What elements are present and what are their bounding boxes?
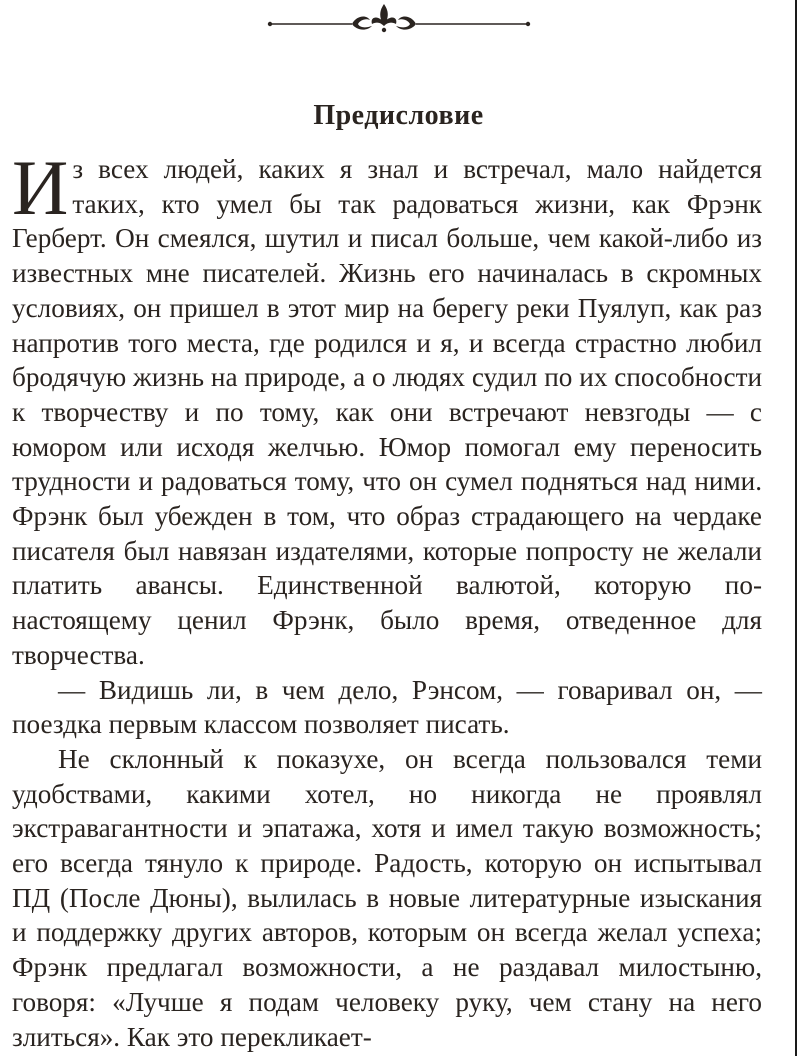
paragraph-text: з всех людей, каких я знал и встречал, мало найдется таких, кто умел бы так радоваться жизни, как Фрэнк Герберт. Он смеялся, шутил и писал больше, чем какой-либо из известных мне писателей. Жизнь его начиналась в скромных условиях, он пришел в этот мир на берегу реки Пуялуп, как раз напротив того места, где родился и я, и всегда страстно любил бродячую жизнь на природе, а о людях судил по их способности к творчеству и по тому, как они встречают невзгоды — с юмором или исходя желчью. Юмор помогал ему переносить трудности и радоваться тому, что он сумел подняться над ними. Фрэнк был убежден в том, что образ страдающего на чердаке писателя был навязан издателями, которые попросту не желали платить авансы. Единственной валютой, которую по-настоящему ценил Фрэнк, было время, отведенное для творчества. xyxy=(12,154,762,670)
chapter-title: Предисловие xyxy=(313,100,484,131)
chapter-body xyxy=(12,144,762,1054)
paragraph: — Видишь ли, в чем дело, Рэнсом, — говаривал он, — поездка первым классом позволяет писать. xyxy=(12,674,762,740)
header-ornament xyxy=(0,0,797,40)
drop-cap-letter: И xyxy=(12,144,69,231)
paragraph xyxy=(12,144,762,673)
paragraph: Не склонный к показухе, он всегда пользовался теми удобствами, какими хотел, но никогда не проявлял экстравагантности и эпатажа, хотя и имел такую возможность; его всегда тянуло к природе. Радость, которую он испытывал ПД (После Дюны), вылилась в новые литературные изыскания и поддержку других авторов, которым он всегда желал успеха; Фрэнк предлагал возможности, а не раздавал милостыню, говоря: «Лучше я подам человеку руку, чем стану на него злиться». Как это перекликает- xyxy=(12,743,762,1052)
